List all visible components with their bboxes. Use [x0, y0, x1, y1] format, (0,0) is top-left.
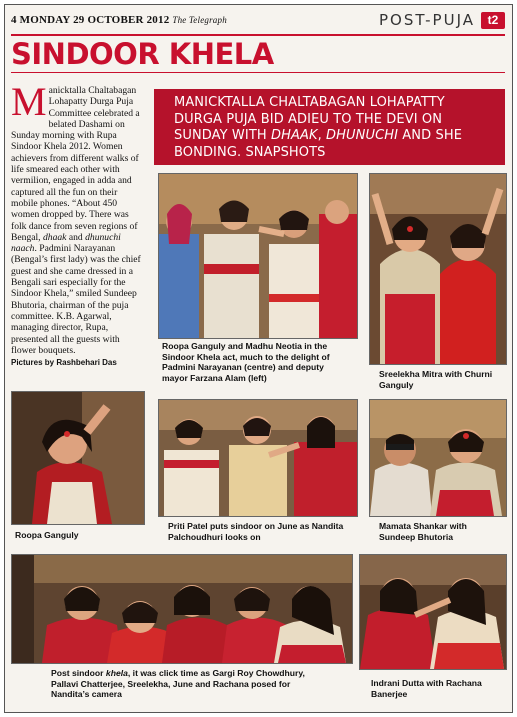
- headline-rule: [11, 72, 505, 73]
- photo-indrani-rachana: [359, 554, 507, 670]
- newspaper-page: [4, 4, 513, 713]
- header-rule: [11, 34, 505, 36]
- caption-mamata: Mamata Shankar with Sundeep Bhutoria: [379, 521, 467, 542]
- caption-group: [51, 668, 321, 700]
- photo-mamata-sundeep: [369, 399, 507, 517]
- caption-group-em: khela: [105, 668, 128, 678]
- caption-group-2: , it was click time as Gargi Roy Chowdhury, Pallavi Chatterjee, Sreelekha, June and Rachana posed for Nandita’s camera: [51, 668, 305, 699]
- drop-cap: M: [11, 79, 47, 124]
- standfirst-banner: [154, 89, 505, 165]
- caption-sreelekha: Sreelekha Mitra with Churni Ganguly: [379, 369, 493, 390]
- photo-sreelekha-churni: [369, 173, 507, 365]
- section-name: POST-PUJA: [378, 11, 475, 29]
- story-and: and: [66, 231, 86, 243]
- banner-em-dhaak: DHAAK: [270, 128, 318, 143]
- photo-roopa-madhu: [158, 173, 358, 339]
- photo-credit: Pictures by Rashbehari Das: [11, 358, 117, 368]
- story-body-2: . Padmini Narayanan (Bengal’s first lady) was the chief guest and she came dressed in a Bengali sari especially for the Sindoor Khela,” smiled Sundeep Bhutoria, chairman of the puja committee. K.B. Agarwal, managing director, Rupa, presented all the guests with flower bouquets.: [11, 243, 141, 356]
- page-headline: SINDOOR KHELA: [11, 37, 274, 71]
- caption-indrani: Indrani Dutta with Rachana Banerjee: [371, 678, 482, 699]
- story-em-dhaak: dhaak: [42, 231, 67, 243]
- banner-text-2: AND SHE BONDING. SNAPSHOTS: [174, 128, 463, 160]
- banner-comma: ,: [317, 128, 327, 143]
- caption-priti: Priti Patel puts sindoor on June as Nandita Palchoudhuri looks on: [168, 521, 344, 542]
- banner-em-dhunuchi: DHUNUCHI: [326, 128, 399, 143]
- caption-roopa: Roopa Ganguly: [15, 530, 79, 540]
- t2-logo: t2: [481, 12, 505, 29]
- story-text: [11, 79, 145, 368]
- story-em-dhunuchi: dhunuchi naach: [11, 231, 121, 255]
- photo-group: [11, 554, 353, 664]
- photo-priti-june: [158, 399, 358, 517]
- caption-roopa-madhu: Roopa Ganguly and Madhu Neotia in the Sindoor Khela act, much to the delight of Padmini Narayanan (centre) and deputy mayor Farzana Alam (left): [162, 341, 330, 383]
- story-body: anicktalla Chaltabagan Lohapatty Durga Puja Committee celebrated a belated Dashami on Sunday morning with Rupa Sindoor Khela 2012. Women achievers from different walks of life smeared each other with vermilion, engaged in adda and captured all the fun on their mobile phones. “About 450 women dropped by. There was folk dance from seven regions of Bengal,: [11, 85, 140, 243]
- banner-text-1: MANICKTALLA CHALTABAGAN LOHAPATTY DURGA PUJA BID ADIEU TO THE DEVI ON SUNDAY WITH: [174, 95, 445, 143]
- folio-line: [11, 14, 227, 26]
- photo-roopa: [11, 391, 145, 525]
- page-header: [11, 11, 505, 31]
- folio-date: 4 MONDAY 29 OCTOBER 2012: [11, 14, 170, 26]
- publication-name: The Telegraph: [172, 15, 227, 25]
- caption-group-1: Post sindoor: [51, 668, 106, 678]
